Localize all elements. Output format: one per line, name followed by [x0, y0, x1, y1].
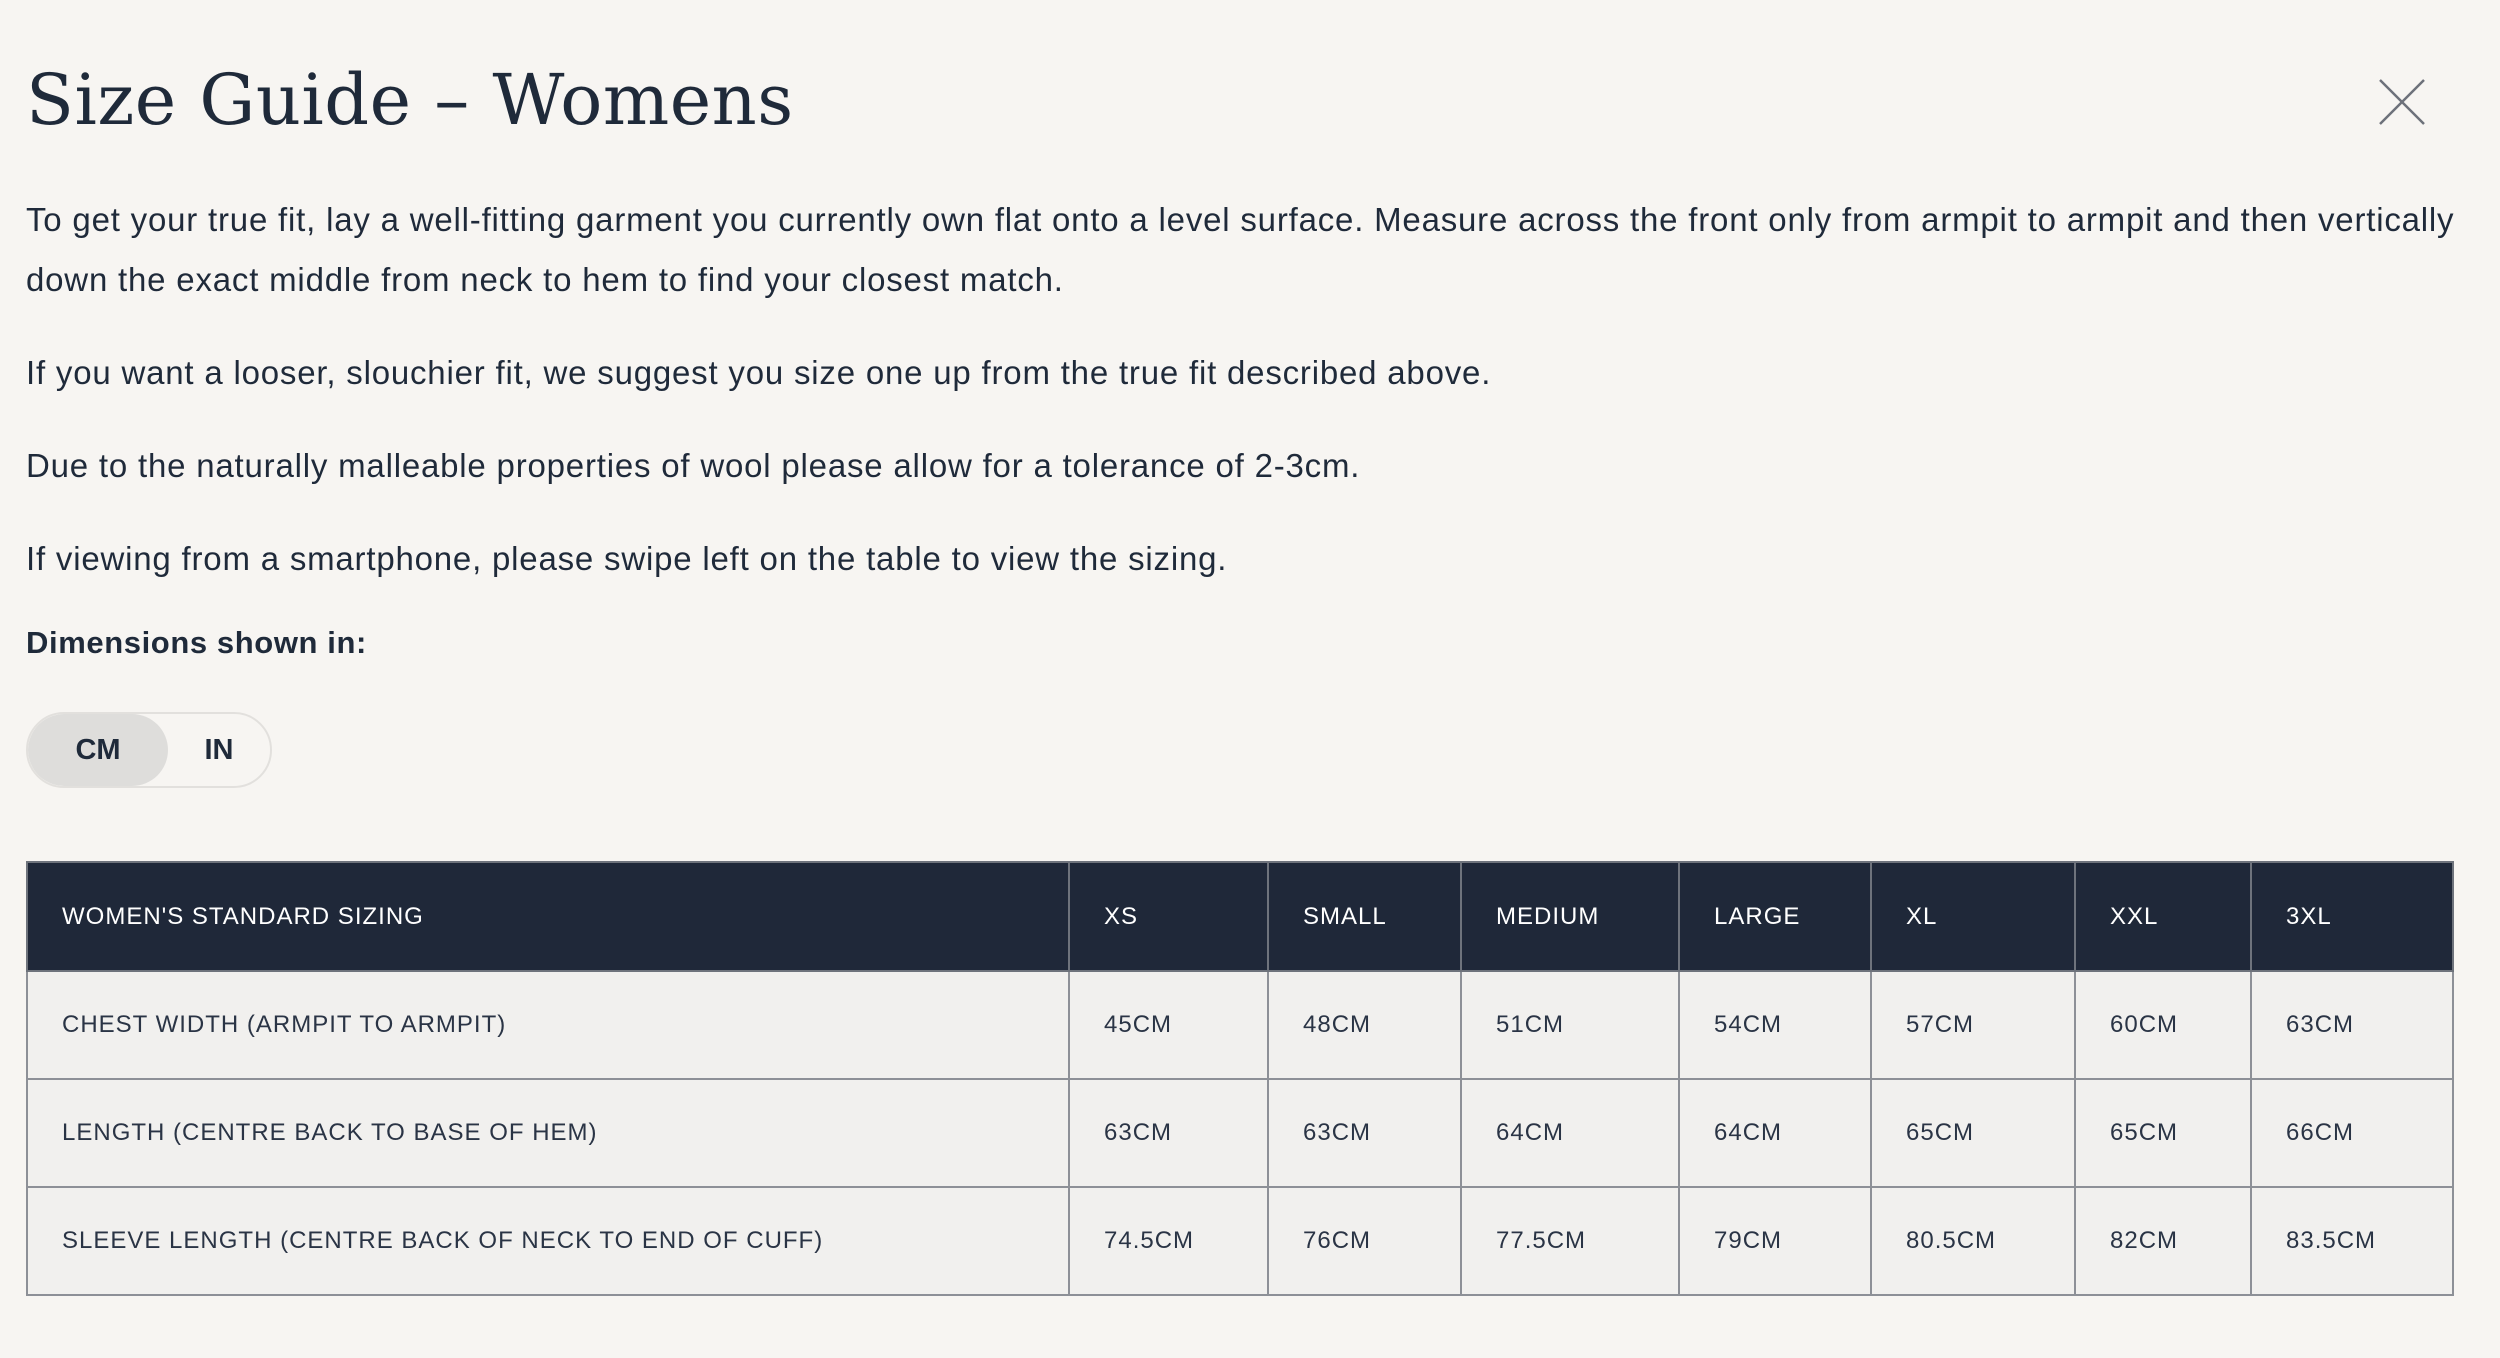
table-cell: 76CM [1268, 1187, 1461, 1295]
row-label: LENGTH (CENTRE BACK TO BASE OF HEM) [27, 1079, 1069, 1187]
column-header-3xl: 3XL [2251, 862, 2453, 971]
close-button[interactable] [2372, 72, 2432, 132]
unit-option-cm[interactable]: CM [28, 714, 168, 786]
table-cell: 63CM [2251, 971, 2453, 1079]
table-cell: 60CM [2075, 971, 2251, 1079]
intro-paragraph: Due to the naturally malleable properties of wool please allow for a tolerance of 2-3cm. [26, 447, 1361, 484]
column-header-xs: XS [1069, 862, 1268, 971]
table-cell: 63CM [1268, 1079, 1461, 1187]
table-cell: 77.5CM [1461, 1187, 1679, 1295]
table-cell: 65CM [1871, 1079, 2075, 1187]
unit-toggle[interactable] [26, 712, 272, 788]
dimensions-label: Dimensions shown in: [26, 625, 367, 660]
close-icon [2372, 72, 2432, 132]
table-row [27, 971, 2453, 1079]
intro-paragraph: If viewing from a smartphone, please swipe left on the table to view the sizing. [26, 540, 1228, 577]
table-cell: 74.5CM [1069, 1187, 1268, 1295]
column-header-medium: MEDIUM [1461, 862, 1679, 971]
column-header-xl: XL [1871, 862, 2075, 971]
table-header-row [27, 862, 2453, 971]
table-cell: 83.5CM [2251, 1187, 2453, 1295]
row-label: CHEST WIDTH (ARMPIT TO ARMPIT) [27, 971, 1069, 1079]
column-header-small: SMALL [1268, 862, 1461, 971]
table-cell: 64CM [1679, 1079, 1871, 1187]
column-header-sizing: WOMEN'S STANDARD SIZING [27, 862, 1069, 971]
table-cell: 66CM [2251, 1079, 2453, 1187]
table-row [27, 1187, 2453, 1295]
table-cell: 82CM [2075, 1187, 2251, 1295]
table-cell: 48CM [1268, 971, 1461, 1079]
table-cell: 57CM [1871, 971, 2075, 1079]
size-table [26, 861, 2454, 1296]
table-cell: 80.5CM [1871, 1187, 2075, 1295]
table-cell: 64CM [1461, 1079, 1679, 1187]
table-cell: 65CM [2075, 1079, 2251, 1187]
table-cell: 79CM [1679, 1187, 1871, 1295]
column-header-large: LARGE [1679, 862, 1871, 971]
table-row [27, 1079, 2453, 1187]
table-cell: 51CM [1461, 971, 1679, 1079]
table-cell: 54CM [1679, 971, 1871, 1079]
column-header-xxl: XXL [2075, 862, 2251, 971]
table-cell: 63CM [1069, 1079, 1268, 1187]
intro-paragraph: If you want a looser, slouchier fit, we suggest you size one up from the true fit described above. [26, 354, 1492, 391]
row-label: SLEEVE LENGTH (CENTRE BACK OF NECK TO END OF CUFF) [27, 1187, 1069, 1295]
page-title: Size Guide – Womens [26, 59, 794, 141]
unit-option-in[interactable]: IN [204, 733, 234, 766]
table-cell: 45CM [1069, 971, 1268, 1079]
intro-paragraph: To get your true fit, lay a well-fitting garment you currently own flat onto a level surface. Measure across the front only from armpit to armpit and then vertically down the exact middle from neck to hem to find your closest match. [26, 201, 2455, 298]
size-guide-intro [26, 190, 2456, 589]
